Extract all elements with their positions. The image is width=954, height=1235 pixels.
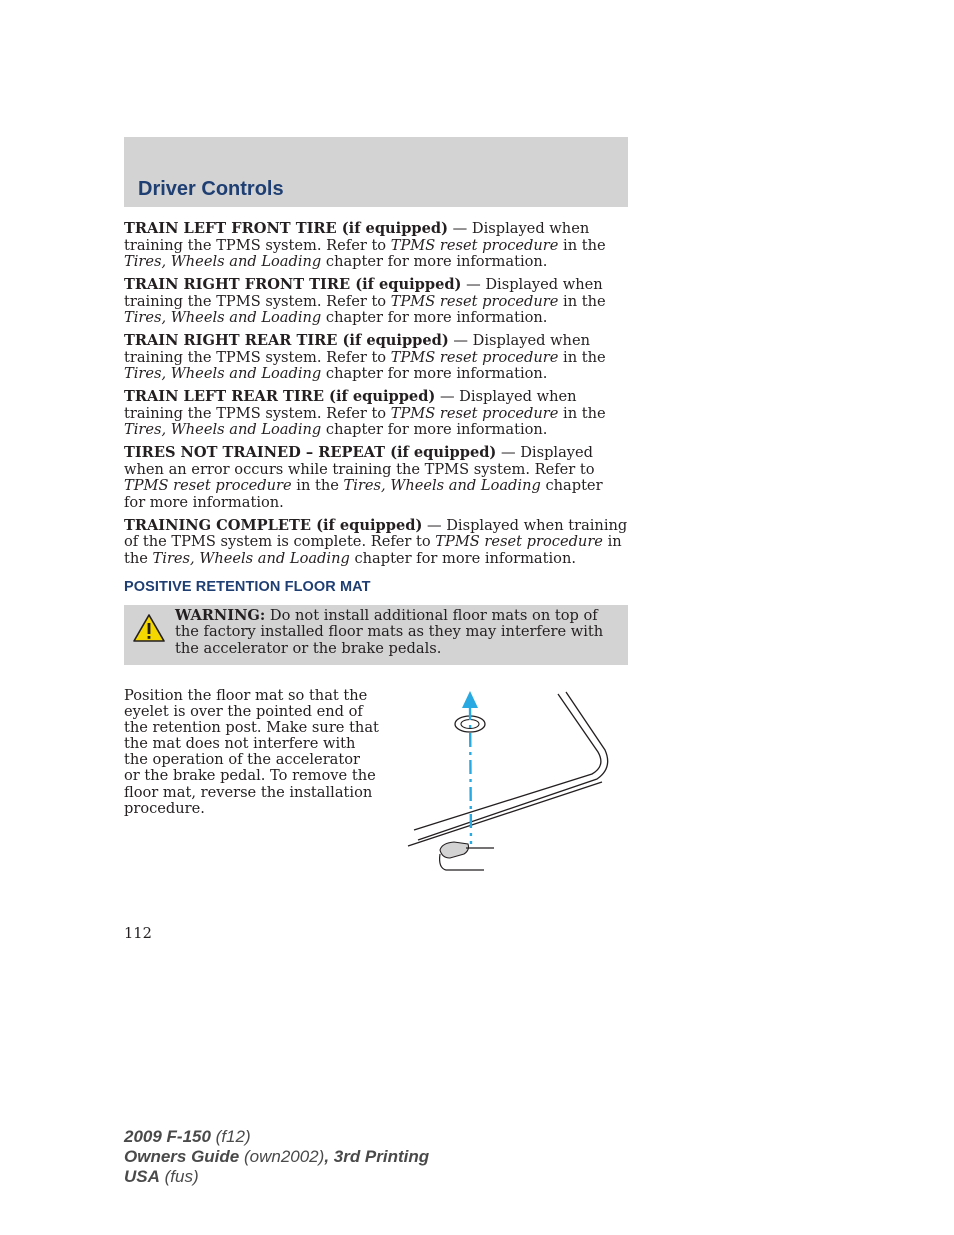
message-text: chapter for more information. — [124, 477, 603, 511]
message-term: TIRES NOT TRAINED – REPEAT (if equipped) — [124, 444, 497, 461]
footer-line-3 — [124, 1167, 429, 1187]
reference-chapter: Tires, Wheels and Loading — [124, 421, 322, 438]
page-number: 112 — [124, 925, 152, 942]
message-paragraph — [124, 445, 628, 511]
message-text: chapter for more information. — [321, 365, 548, 382]
message-paragraph — [124, 389, 628, 439]
installation-arrow-head — [462, 691, 478, 708]
footer-market-code: (fus) — [159, 1167, 199, 1186]
footer-line-2 — [124, 1147, 429, 1167]
chapter-title: Driver Controls — [138, 178, 284, 200]
warning-label: WARNING: — [175, 606, 266, 624]
footer-printing: , 3rd Printing — [324, 1147, 430, 1166]
footer-guide: Owners Guide — [124, 1147, 240, 1166]
installation-arrow-line — [470, 706, 471, 844]
warning-text — [130, 608, 622, 658]
footer-guide-code: (own2002) — [239, 1147, 325, 1166]
message-text: chapter for more information. — [321, 421, 548, 438]
message-paragraph — [124, 333, 628, 383]
message-text: — Displayed when training of the TPMS system is complete. Refer to — [124, 516, 628, 550]
footer-line-1 — [124, 1127, 429, 1147]
message-text: in the — [291, 477, 344, 494]
floor-mat-instructions: Position the floor mat so that the eyelet is over the pointed end of the retention post. Make sure that the mat does not interfere with the operation of the accelerator or the brake pedal. To remove the floor mat, reverse the installation procedure. — [124, 687, 379, 817]
reference-chapter: Tires, Wheels and Loading — [124, 365, 322, 382]
message-text: in the — [558, 236, 606, 254]
message-paragraph — [124, 518, 628, 568]
message-text: in the — [558, 404, 606, 422]
warning-triangle-icon — [132, 613, 166, 643]
message-paragraph — [124, 277, 628, 327]
footer-market: USA — [124, 1167, 160, 1186]
message-term: TRAINING COMPLETE (if equipped) — [124, 516, 423, 534]
reference-chapter: Tires, Wheels and Loading — [343, 477, 541, 494]
reference-chapter: Tires, Wheels and Loading — [152, 549, 350, 567]
reference-procedure: TPMS reset procedure — [390, 404, 559, 422]
warning-body: Do not install additional floor mats on top of the factory installed floor mats as they may interfere with the accelerator or the brake pedals. — [175, 606, 604, 657]
reference-procedure: TPMS reset procedure — [435, 533, 603, 550]
footer-model: 2009 F-150 — [124, 1127, 211, 1146]
floor-mat-edge-inner — [418, 692, 608, 840]
message-term: TRAIN LEFT REAR TIRE (if equipped) — [124, 388, 436, 405]
footer-model-code: (f12) — [210, 1127, 251, 1146]
reference-chapter: Tires, Wheels and Loading — [124, 309, 322, 326]
reference-procedure: TPMS reset procedure — [390, 236, 559, 254]
publication-footer — [124, 1127, 429, 1187]
message-text: in the — [558, 348, 606, 366]
message-text: chapter for more information. — [321, 253, 548, 270]
message-term: TRAIN LEFT FRONT TIRE (if equipped) — [124, 220, 448, 237]
message-text: — Displayed when training the TPMS system. Refer to — [124, 276, 603, 310]
floor-mat-retention-illustration — [406, 688, 628, 874]
retention-post — [440, 842, 469, 858]
reference-chapter: Tires, Wheels and Loading — [124, 253, 322, 270]
message-text: — Displayed when training the TPMS system. Refer to — [124, 332, 590, 366]
message-text: chapter for more information. — [349, 549, 576, 567]
message-text: — Displayed when training the TPMS system. Refer to — [124, 220, 590, 254]
message-text: in the — [558, 292, 606, 310]
message-term: TRAIN RIGHT FRONT TIRE (if equipped) — [124, 276, 462, 293]
message-text: in the — [124, 533, 622, 567]
main-content — [124, 221, 628, 665]
message-text: — Displayed when training the TPMS system. Refer to — [124, 388, 577, 422]
reference-procedure: TPMS reset procedure — [124, 477, 292, 494]
message-text: chapter for more information. — [321, 309, 548, 326]
message-text: — Displayed when an error occurs while training the TPMS system. Refer to — [124, 444, 595, 478]
section-heading: POSITIVE RETENTION FLOOR MAT — [124, 579, 371, 595]
warning-box — [124, 605, 628, 666]
reference-procedure: TPMS reset procedure — [390, 292, 559, 310]
message-paragraph — [124, 221, 628, 271]
message-term: TRAIN RIGHT REAR TIRE (if equipped) — [124, 332, 449, 349]
reference-procedure: TPMS reset procedure — [390, 348, 559, 366]
floor-line — [408, 782, 602, 846]
chapter-header-band — [124, 137, 628, 207]
